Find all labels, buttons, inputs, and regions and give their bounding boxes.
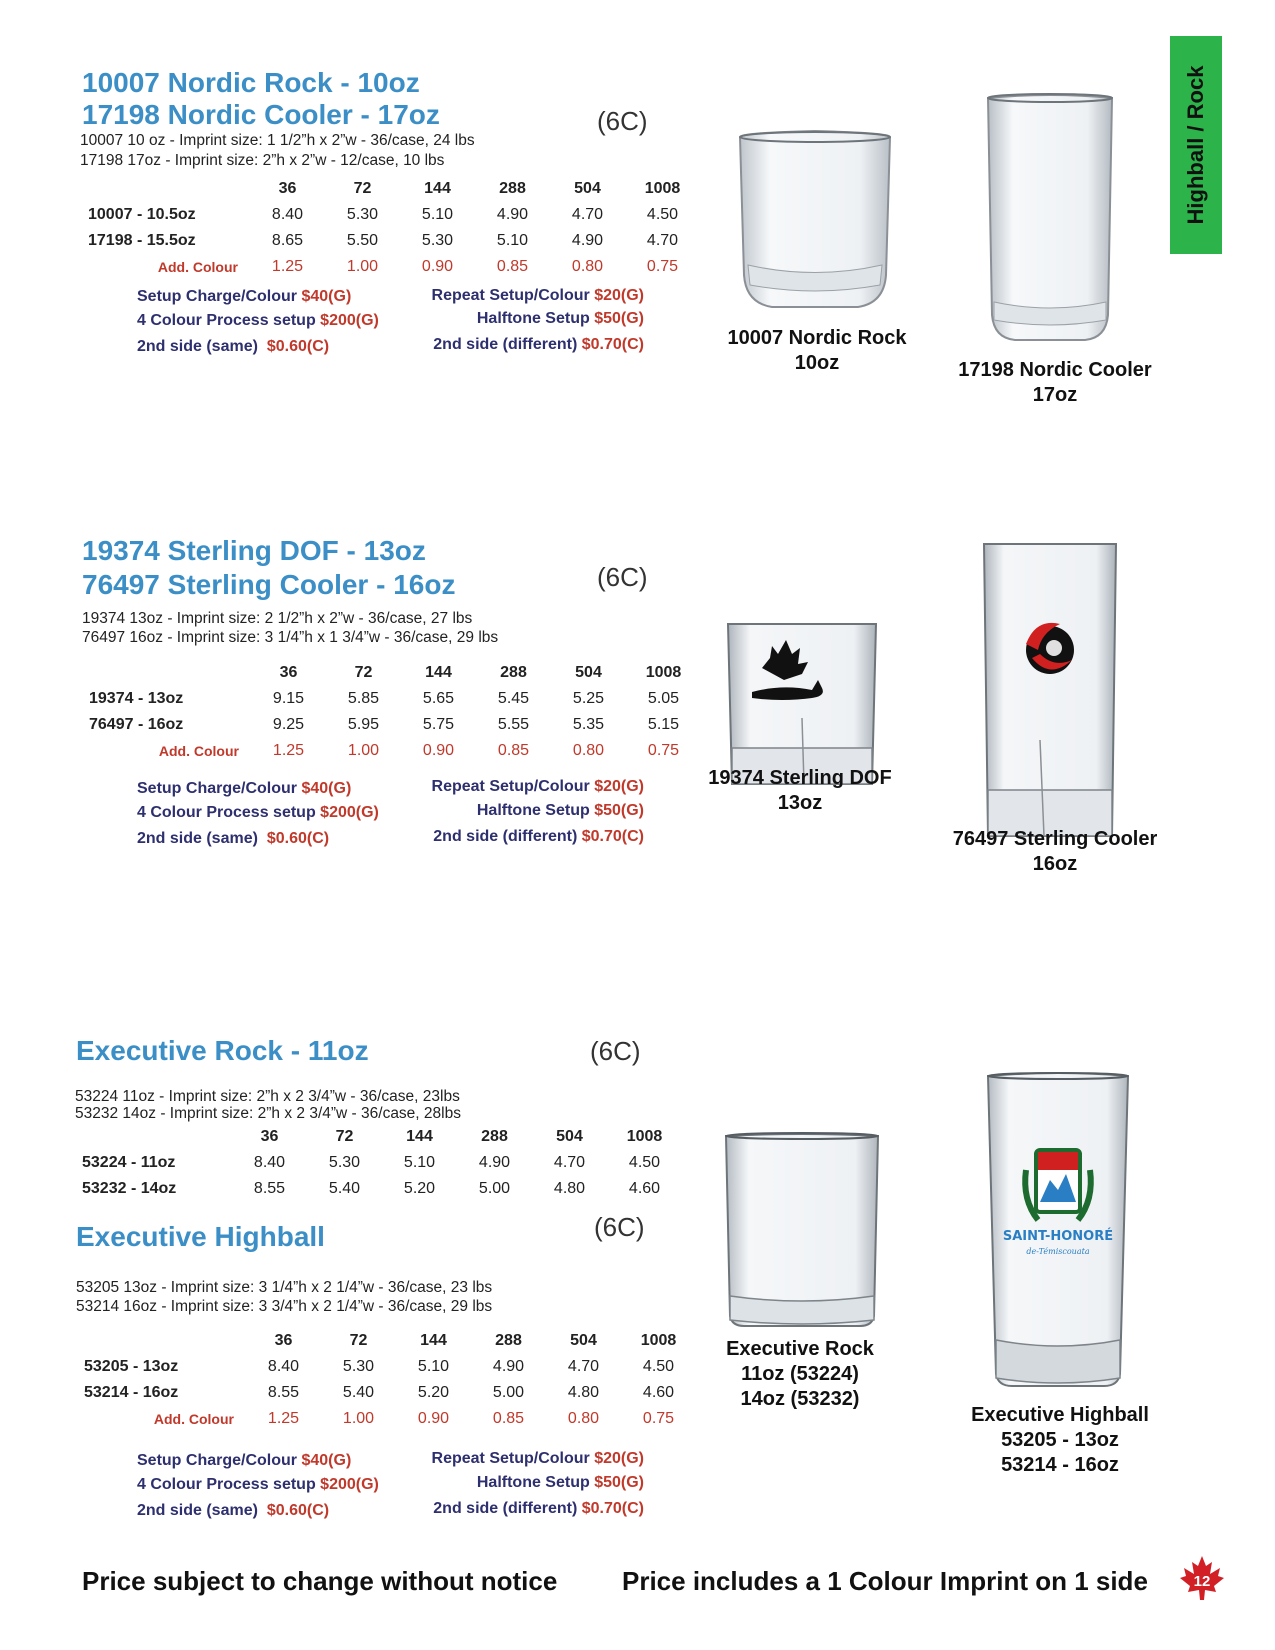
table-row: 10007 - 10.5oz 8.40 5.30 5.10 4.90 4.70 4.50: [88, 206, 679, 223]
imprint-spec: 53232 14oz - Imprint size: 2”h x 2 3/4”w - 36/case, 28lbs: [75, 1105, 461, 1122]
add-colour-row: Add. Colour 1.25 1.00 0.90 0.85 0.80 0.75: [153, 1410, 675, 1427]
second-side-same: 2nd side (same) $0.60(C): [137, 830, 330, 847]
colour-code: (6C): [590, 1036, 641, 1066]
town-crest-logo-icon: [1025, 1150, 1091, 1220]
imprint-spec: 10007 10 oz - Imprint size: 1 1/2”h x 2”w - 36/case, 24 lbs: [80, 132, 475, 149]
table-row: 17198 - 15.5oz 8.65 5.50 5.30 5.10 4.90 4.70: [88, 232, 679, 249]
product-title: 10007 Nordic Rock - 10oz: [82, 67, 420, 98]
process-setup: 4 Colour Process setup $200(G): [137, 312, 379, 329]
setup-charge: Setup Charge/Colour $40(G): [137, 288, 352, 305]
second-side-same: 2nd side (same) $0.60(C): [137, 338, 330, 355]
price-table: 36 72 144 288 504 1008 53224 - 11oz 8.40 5.30 5.10 4.90 4.70 4.50 53232 - 14oz 8.55 5.40 5.20 5.00 4.80 4.60: [82, 1124, 682, 1202]
table-row: 53214 - 16oz 8.55 5.40 5.20 5.00 4.80 4.60: [84, 1384, 675, 1401]
product-title: 19374 Sterling DOF - 13oz: [82, 535, 426, 566]
table-row: 53224 - 11oz 8.40 5.30 5.10 4.90 4.70 4.50: [82, 1154, 661, 1171]
table-row: 19374 - 13oz 9.15 5.85 5.65 5.45 5.25 5.05: [89, 690, 680, 707]
halftone-setup: Halftone Setup $50(G): [476, 310, 644, 327]
price-table: 36 72 144 288 504 1008 10007 - 10.5oz 8.40 5.30 5.10 4.90 4.70 4.50 17198 - 15.5oz 8.65 5.50 5.30 5.10 4.90 4.70 Add. Colour 1.25 1.00 0.90 0.85 0.80 0.75: [88, 176, 700, 280]
second-side-different: 2nd side (different) $0.70(C): [433, 828, 644, 845]
imprint-spec: 53224 11oz - Imprint size: 2”h x 2 3/4”w - 36/case, 23lbs: [75, 1088, 460, 1105]
sterling-cooler-glass-image: [980, 540, 1120, 840]
product-caption: Executive Rock 11oz (53224) 14oz (53232): [726, 1338, 874, 1410]
table-row: 53232 - 14oz 8.55 5.40 5.20 5.00 4.80 4.60: [82, 1180, 661, 1197]
imprint-spec: 53214 16oz - Imprint size: 3 3/4”h x 2 1/4”w - 36/case, 29 lbs: [76, 1298, 493, 1315]
price-table: 36 72 144 288 504 1008 53205 - 13oz 8.40 5.30 5.10 4.90 4.70 4.50 53214 - 16oz 8.55 5.40 5.20 5.00 4.80 4.60 Add. Colour 1.25 1.00 0.90 0.85 0.80 0.75: [84, 1328, 696, 1432]
repeat-setup: Repeat Setup/Colour $20(G): [431, 287, 644, 304]
imprint-spec: 53205 13oz - Imprint size: 3 1/4”h x 2 1/4”w - 36/case, 23 lbs: [76, 1279, 493, 1296]
setup-charge: Setup Charge/Colour $40(G): [137, 780, 352, 797]
product-caption: 76497 Sterling Cooler 16oz: [952, 828, 1158, 875]
town-name-text: SAINT-HONORÉ: [1002, 1229, 1114, 1244]
category-tab: [1170, 36, 1222, 254]
second-side-same: 2nd side (same) $0.60(C): [137, 1502, 330, 1519]
second-side-different: 2nd side (different) $0.70(C): [433, 1500, 644, 1517]
product-caption: 17198 Nordic Cooler 17oz: [958, 359, 1152, 406]
page-number: 12: [1193, 1573, 1211, 1590]
process-setup: 4 Colour Process setup $200(G): [137, 1476, 379, 1493]
maple-leaf-page-icon: [1178, 1554, 1226, 1602]
product-title: Executive Rock - 11oz: [76, 1035, 369, 1066]
second-side-different: 2nd side (different) $0.70(C): [433, 336, 644, 353]
repeat-setup: Repeat Setup/Colour $20(G): [431, 778, 644, 795]
footer-imprint-note: Price includes a 1 Colour Imprint on 1 side: [622, 1566, 1148, 1596]
product-caption: 10007 Nordic Rock 10oz: [727, 327, 907, 374]
executive-highball-glass-image: [978, 1070, 1138, 1390]
price-table: 36 72 144 288 504 1008 19374 - 13oz 9.15 5.85 5.65 5.45 5.25 5.05 76497 - 16oz 9.25 5.95 5.75 5.55 5.35 5.15 Add. Colour 1.25 1.00 0.90 0.85 0.80 0.75: [89, 660, 701, 764]
nordic-rock-glass-image: [730, 125, 900, 335]
colour-code: (6C): [597, 562, 648, 592]
imprint-spec: 17198 17oz - Imprint size: 2”h x 2”w - 12/case, 10 lbs: [80, 152, 445, 169]
table-row: 53205 - 13oz 8.40 5.30 5.10 4.90 4.70 4.50: [84, 1358, 675, 1375]
setup-charge: Setup Charge/Colour $40(G): [137, 1452, 352, 1469]
category-tab-label: Highball / Rock: [1183, 65, 1208, 225]
product-caption: 19374 Sterling DOF 13oz: [708, 767, 892, 814]
table-row: 76497 - 16oz 9.25 5.95 5.75 5.55 5.35 5.15: [89, 716, 680, 733]
product-title: Executive Highball: [76, 1221, 325, 1252]
halftone-setup: Halftone Setup $50(G): [476, 802, 644, 819]
add-colour-row: Add. Colour 1.25 1.00 0.90 0.85 0.80 0.75: [158, 742, 680, 759]
footer-disclaimer: Price subject to change without notice: [82, 1566, 558, 1596]
colour-code: (6C): [597, 106, 648, 136]
add-colour-row: Add. Colour 1.25 1.00 0.90 0.85 0.80 0.75: [157, 258, 679, 275]
nordic-cooler-glass-image: [980, 90, 1120, 350]
imprint-spec: 76497 16oz - Imprint size: 3 1/4”h x 1 3/4”w - 36/case, 29 lbs: [82, 629, 499, 646]
executive-rock-glass-image: [722, 1130, 882, 1330]
product-title: 76497 Sterling Cooler - 16oz: [82, 569, 456, 600]
process-setup: 4 Colour Process setup $200(G): [137, 804, 379, 821]
repeat-setup: Repeat Setup/Colour $20(G): [431, 1450, 644, 1467]
halftone-setup: Halftone Setup $50(G): [476, 1474, 644, 1491]
town-subname-text: de-Témiscouata: [1026, 1247, 1090, 1256]
imprint-spec: 19374 13oz - Imprint size: 2 1/2”h x 2”w - 36/case, 27 lbs: [82, 610, 473, 627]
product-title: 17198 Nordic Cooler - 17oz: [82, 99, 440, 130]
product-caption: Executive Highball 53205 - 13oz 53214 - 16oz: [971, 1404, 1149, 1476]
colour-code: (6C): [594, 1212, 645, 1242]
